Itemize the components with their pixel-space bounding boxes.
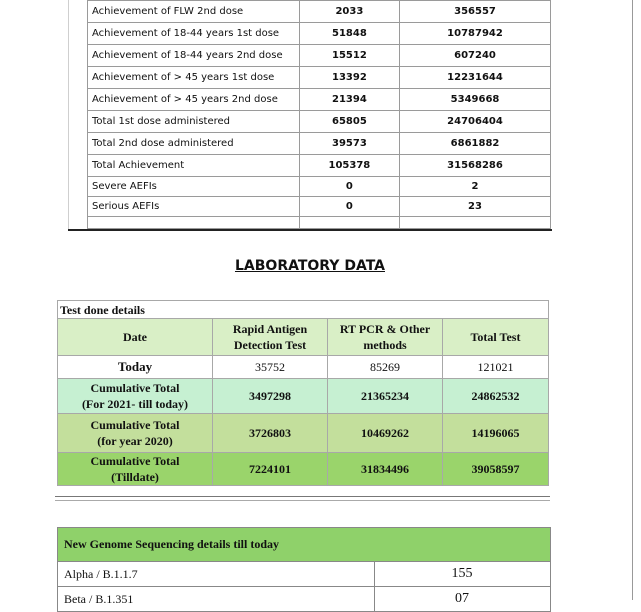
today-total: 121021 (443, 356, 549, 379)
row-cumulative-value: 12231644 (400, 67, 551, 89)
table-row (88, 1, 551, 23)
row-today-value: 13392 (299, 67, 399, 89)
row-today-value: 39573 (299, 133, 399, 155)
cumall-total: 39058597 (443, 453, 549, 486)
cum2021-rapid: 3497298 (213, 379, 328, 414)
row-label: Serious AEFIs (88, 197, 300, 217)
row-cumulative-value: 24706404 (400, 111, 551, 133)
table-row (88, 133, 551, 155)
table-header-row (58, 319, 549, 356)
header-rtpcr-line2: methods (363, 338, 407, 352)
today-label: Today (58, 356, 213, 379)
genome-row-alpha (58, 562, 551, 587)
row-label: Total 2nd dose administered (88, 133, 300, 155)
row-cumulative-value: 10787942 (400, 23, 551, 45)
genome-row-beta (58, 587, 551, 612)
row-today-value: 0 (299, 177, 399, 197)
cumall-rtpcr: 31834496 (328, 453, 443, 486)
cum2020-total: 14196065 (443, 414, 549, 453)
row-label: Total Achievement (88, 155, 300, 177)
laboratory-data-title: LABORATORY DATA (234, 258, 385, 274)
table-row (88, 45, 551, 67)
table-row (88, 89, 551, 111)
genome-heading-row (58, 528, 551, 562)
table-cell (400, 217, 551, 229)
table-row-cumulative-tilldate (58, 453, 549, 486)
test-done-heading: Test done details (58, 301, 549, 319)
row-label: Achievement of > 45 years 2nd dose (88, 89, 300, 111)
header-total-test: Total Test (443, 319, 549, 356)
row-cumulative-value: 356557 (400, 1, 551, 23)
cumall-line1: Cumulative Total (90, 454, 180, 468)
table-bottom-rule (68, 229, 552, 231)
genome-variant: Beta / B.1.351 (58, 587, 375, 612)
table-row (88, 197, 551, 217)
row-cumulative-value: 31568286 (400, 155, 551, 177)
cum2020-label (58, 414, 213, 453)
table-row (88, 23, 551, 45)
cum2020-rtpcr: 10469262 (328, 414, 443, 453)
today-rapid: 35752 (213, 356, 328, 379)
table-heading-row (58, 301, 549, 319)
row-label: Achievement of FLW 2nd dose (88, 1, 300, 23)
row-today-value: 105378 (299, 155, 399, 177)
cumall-rapid: 7224101 (213, 453, 328, 486)
lab-table-bottom-rule-secondary (55, 500, 550, 501)
genome-count: 155 (375, 562, 551, 587)
table-cell (88, 217, 300, 229)
row-cumulative-value: 5349668 (400, 89, 551, 111)
row-today-value: 0 (299, 197, 399, 217)
cumall-line2: (Tilldate) (111, 470, 159, 484)
cum2021-line1: Cumulative Total (90, 381, 180, 395)
row-today-value: 2033 (299, 1, 399, 23)
table-row (88, 67, 551, 89)
row-label: Achievement of > 45 years 1st dose (88, 67, 300, 89)
genome-count: 07 (375, 587, 551, 612)
table-row-cumulative-2020 (58, 414, 549, 453)
header-date: Date (58, 319, 213, 356)
row-cumulative-value: 23 (400, 197, 551, 217)
genome-variant: Alpha / B.1.1.7 (58, 562, 375, 587)
header-rapid-line2: Detection Test (233, 338, 307, 352)
page-edge (632, 0, 633, 600)
table-row-cumulative-2021 (58, 379, 549, 414)
table-row (88, 177, 551, 197)
genome-sequencing-table (57, 527, 551, 612)
table-cell (299, 217, 399, 229)
header-rapid-antigen (213, 319, 328, 356)
cum2021-rtpcr: 21365234 (328, 379, 443, 414)
row-label: Severe AEFIs (88, 177, 300, 197)
vaccination-table (87, 0, 551, 229)
cum2020-line1: Cumulative Total (90, 418, 180, 432)
test-done-table (57, 300, 549, 486)
row-label: Total 1st dose administered (88, 111, 300, 133)
header-rtpcr-line1: RT PCR & Other (339, 322, 431, 336)
cumall-label (58, 453, 213, 486)
table-row-today (58, 356, 549, 379)
row-today-value: 21394 (299, 89, 399, 111)
row-cumulative-value: 2 (400, 177, 551, 197)
genome-heading: New Genome Sequencing details till today (58, 528, 551, 562)
row-today-value: 51848 (299, 23, 399, 45)
cum2021-total: 24862532 (443, 379, 549, 414)
header-rapid-line1: Rapid Antigen (232, 322, 308, 336)
row-today-value: 15512 (299, 45, 399, 67)
table-row (88, 111, 551, 133)
row-label: Achievement of 18-44 years 2nd dose (88, 45, 300, 67)
row-label: Achievement of 18-44 years 1st dose (88, 23, 300, 45)
row-cumulative-value: 607240 (400, 45, 551, 67)
row-today-value: 65805 (299, 111, 399, 133)
today-rtpcr: 85269 (328, 356, 443, 379)
row-cumulative-value: 6861882 (400, 133, 551, 155)
cum2020-line2: (for year 2020) (97, 434, 173, 448)
cum2021-label (58, 379, 213, 414)
cum2021-line2: (For 2021- till today) (81, 397, 189, 411)
table-row (88, 217, 551, 229)
table-row (88, 155, 551, 177)
lab-table-bottom-rule (55, 496, 550, 497)
cum2020-rapid: 3726803 (213, 414, 328, 453)
vaccination-table-body (88, 1, 551, 229)
table-left-border (68, 0, 69, 229)
header-rtpcr (328, 319, 443, 356)
